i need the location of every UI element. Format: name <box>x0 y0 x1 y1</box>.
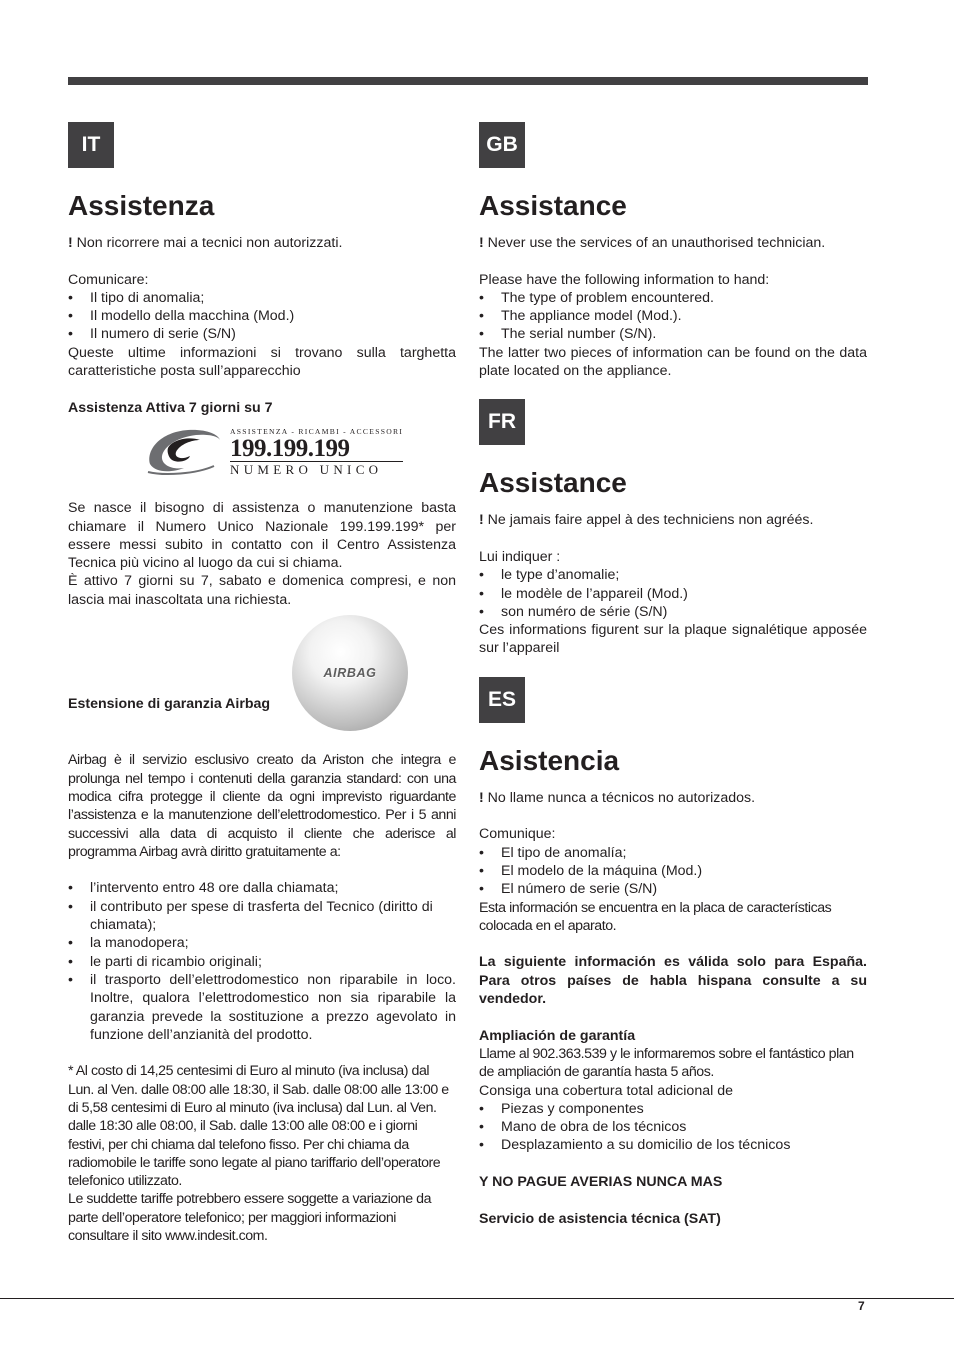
list-item: • Il tipo di anomalia; <box>68 289 456 307</box>
list-item: • Il numero di serie (S/N) <box>68 325 456 343</box>
header-rule <box>68 77 868 85</box>
warning-mark: ! <box>479 235 484 251</box>
intro-es: Comunique: <box>479 826 556 843</box>
list-item: • le parti di ricambio originali; <box>68 953 456 971</box>
active-heading: Assistenza Attiva 7 giorni su 7 <box>68 399 273 416</box>
slogan: Y NO PAGUE AVERIAS NUNCA MAS <box>479 1173 723 1190</box>
list-item: • The appliance model (Mod.). <box>479 307 867 325</box>
intro-it: Comunicare: <box>68 271 149 288</box>
warning-es <box>479 789 867 807</box>
airbag-logo <box>292 615 408 731</box>
logo-unico: NUMERO UNICO <box>230 461 403 476</box>
warning-gb <box>479 234 867 252</box>
warning-text: Never use the services of an unauthorised technician. <box>483 235 826 251</box>
para-availability: È attivo 7 giorni su 7, sabato e domenica compresi, e non lascia mai inascoltata una richiesta. <box>68 573 456 608</box>
warranty-heading: Ampliación de garantía <box>479 1027 636 1044</box>
list-item: • l’intervento entro 48 ore dalla chiamata; <box>68 879 456 897</box>
warranty-coverage: Consiga una cobertura total adicional de <box>479 1082 733 1099</box>
warranty-paragraph: Llame al 902.363.539 y le informaremos sobre el fantástico plan de ampliación de garantía hasta 5 años. <box>479 1045 854 1081</box>
list-item: • Mano de obra de los técnicos <box>479 1118 867 1136</box>
list-item: • The type of problem encountered. <box>479 289 867 307</box>
list-item: • la manodopera; <box>68 934 456 952</box>
note-es: Esta información se encuentra en la placa de características colocada en el aparato. <box>479 899 832 934</box>
numero-unico-logo <box>144 423 456 481</box>
language-badge-gb: GB <box>479 122 525 168</box>
section-title-fr: Assistance <box>479 467 627 499</box>
phone-swirl-icon <box>144 426 224 478</box>
airbag-list <box>68 879 456 1044</box>
info-list-es <box>479 844 867 899</box>
section-fr <box>479 399 867 657</box>
info-list-fr <box>479 566 867 621</box>
section-gb <box>479 122 867 380</box>
page-number: 7 <box>858 1299 865 1313</box>
list-item: • El modelo de la máquina (Mod.) <box>479 862 867 880</box>
tariff-disclaimer: Le suddette tariffe potrebbero essere soggette a variazione da parte dell’operatore telefonico; per maggiori informazioni consultare il sito www.indesit.com. <box>68 1191 432 1245</box>
info-list-gb <box>479 289 867 344</box>
list-item: • son numéro de série (S/N) <box>479 603 867 621</box>
intro-gb: Please have the following information to hand: <box>479 271 770 288</box>
airbag-paragraph: Airbag è il servizio esclusivo creato da Ariston che integra e prolunga nel tempo i contenuti della garanzia standard: con una modica cifra protegge il cliente da ogni imprevisto riguardante l’assistenza e la manutenzione dell’elettrodomestico. Per i 5 anni successivi alla data di acquisto il cliente che aderisce al programma Airbag avrà diritto gratuitamente a: <box>68 752 456 860</box>
list-item: • Il modello della macchina (Mod.) <box>68 307 456 325</box>
warning-mark: ! <box>479 512 484 529</box>
note-it: Queste ultime informazioni si trovano sulla targhetta caratteristiche posta sull’apparecchio <box>68 344 456 380</box>
warning-mark: ! <box>479 789 484 806</box>
list-item: • le modèle de l’appareil (Mod.) <box>479 585 867 603</box>
list-item: • The serial number (S/N). <box>479 325 867 343</box>
list-item: • il contributo per spese di trasferta del Tecnico (diritto di chiamata); <box>68 898 456 935</box>
warning-it <box>68 234 456 252</box>
list-item: • le type d’anomalie; <box>479 566 867 584</box>
note-gb: The latter two pieces of information can be found on the data plate located on the appliance. <box>479 344 867 380</box>
language-badge-fr: FR <box>479 399 525 445</box>
language-badge-es: ES <box>479 677 525 723</box>
section-title-it: Assistenza <box>68 190 215 221</box>
list-item: • Desplazamiento a su domicilio de los técnicos <box>479 1136 867 1154</box>
footer-rule <box>0 1298 954 1299</box>
warning-fr <box>479 511 867 529</box>
list-item: • il trasporto dell’elettrodomestico non riparabile in loco. Inoltre, qualora l’elettrodomestico non sia riparabile la garanzia prevede la sostituzione a prezzo agevolato in funzione dell’anzianità del prodotto. <box>68 971 456 1044</box>
airbag-heading: Estensione di garanzia Airbag <box>68 696 271 713</box>
warranty-list <box>479 1100 867 1155</box>
spain-notice: La siguiente información es válida solo para España. Para otros países de habla hispana consulte a su vendedor. <box>479 954 867 1008</box>
warning-text: Non ricorrere mai a tecnici non autorizzati. <box>72 235 343 251</box>
list-item: • Piezas y componentes <box>479 1100 867 1118</box>
logo-number: 199.199.199 <box>230 434 350 462</box>
section-title-es: Asistencia <box>479 744 620 776</box>
sat-heading: Servicio de asistencia técnica (SAT) <box>479 1210 721 1227</box>
para-assistance: Se nasce il bisogno di assistenza o manutenzione basta chiamare il Numero Unico Nazionale 199.199.199* per essere messi subito in contatto con il Centro Assistenza Tecnica più vicino al luogo da cui si chiama. <box>68 500 456 572</box>
section-es <box>479 677 867 1228</box>
language-badge-it: IT <box>68 122 114 168</box>
airbag-label: AIRBAG <box>323 665 377 680</box>
section-title-gb: Assistance <box>479 190 627 221</box>
tariff-footnote: * Al costo di 14,25 centesimi di Euro al minuto (iva inclusa) dal Lun. al Ven. dalle 08:00 alle 18:30, il Sab. dalle 08:00 alle 13:00 e di 5,58 centesimi di Euro al minuto (iva inclusa) dal Lun. al Ven. dalle 18:30 alle 08:00, il Sab. dalle 13:00 alle 08:00 e i giorni festivi, per chi chiama dal telefono fisso. Per chi chiama da radiomobile le tariffe sono legate al piano tariffario dell’operatore telefonico utilizzato. <box>68 1063 449 1190</box>
warning-mark: ! <box>68 235 73 251</box>
note-fr: Ces informations figurent sur la plaque signalétique apposée sur l’appareil <box>479 622 867 657</box>
logo-tagline: ASSISTENZA - RICAMBI - ACCESSORI <box>230 427 404 437</box>
info-list-it <box>68 289 456 344</box>
list-item: • El tipo de anomalía; <box>479 844 867 862</box>
section-it <box>68 122 456 1245</box>
warning-text: No llame nunca a técnicos no autorizados. <box>483 789 756 806</box>
list-item: • El número de serie (S/N) <box>479 880 867 898</box>
intro-fr: Lui indiquer : <box>479 548 561 565</box>
warning-text: Ne jamais faire appel à des techniciens non agréés. <box>483 512 814 529</box>
